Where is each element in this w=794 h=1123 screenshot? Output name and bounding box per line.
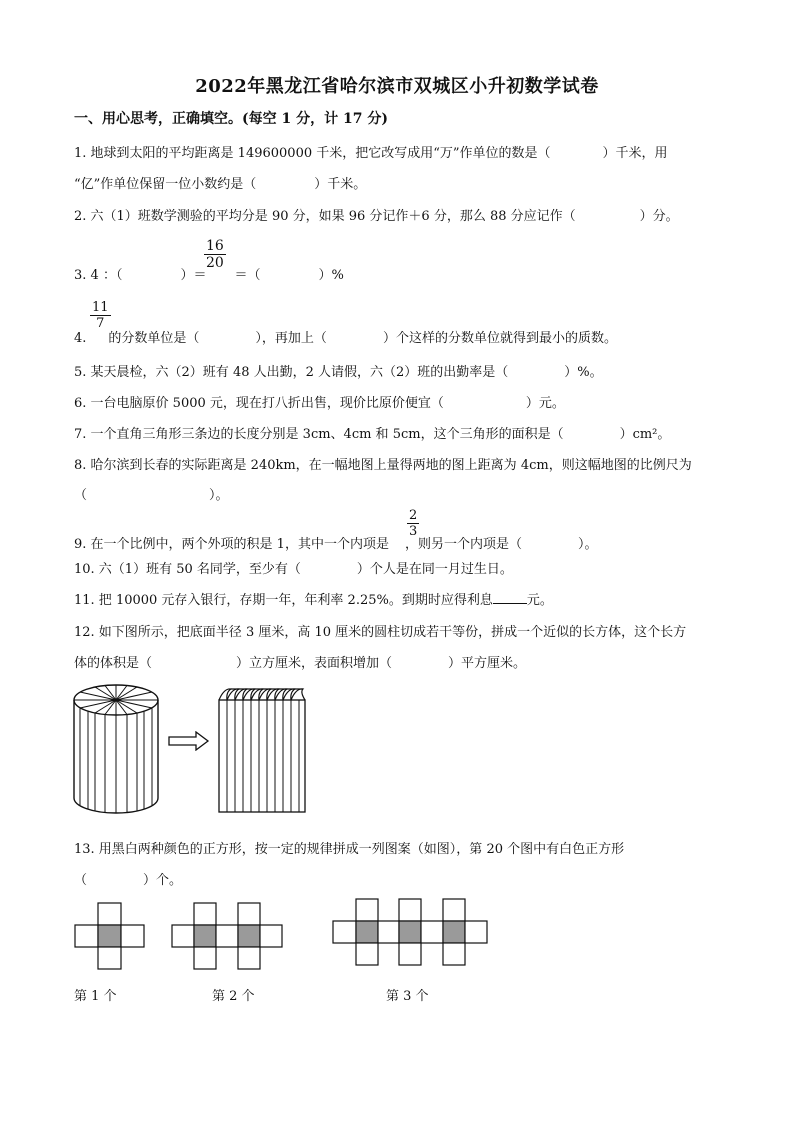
q3-text-d: ）% bbox=[318, 268, 344, 283]
question-8-line-1: 8. 哈尔滨到长春的实际距离是 240km，在一幅地图上量得两地的图上距离为 4cm，则这幅地图的比例尺为 bbox=[74, 458, 692, 473]
q4-text-a: 4. bbox=[74, 331, 87, 346]
q13-text-b: （ bbox=[74, 873, 88, 888]
q12-text-b: 体的体积是（ bbox=[74, 656, 153, 671]
question-13-line-1: 13. 用黑白两种颜色的正方形，按一定的规律拼成一列图案（如图），第 20 个图中有白色正方形 bbox=[74, 842, 625, 857]
fraction-denominator: 7 bbox=[96, 316, 105, 331]
question-8-line-2 bbox=[74, 484, 229, 503]
q1-text-a: 1. 地球到太阳的平均距离是 149600000 千米，把它改写成用“万”作单位的数是（ bbox=[74, 146, 551, 161]
question-7 bbox=[74, 423, 670, 442]
pattern-label-1: 第 1 个 bbox=[74, 989, 117, 1004]
fraction-16-20 bbox=[204, 238, 226, 271]
pattern-3-figure bbox=[332, 898, 492, 970]
section-heading: 一、用心思考，正确填空。(每空 1 分，计 17 分) bbox=[74, 111, 388, 127]
q9-text-a: 9. 在一个比例中，两个外项的积是 1，其中一个内项是 bbox=[74, 537, 389, 552]
cylinder-figure bbox=[70, 682, 162, 817]
q7-text-b: ）cm²。 bbox=[619, 427, 671, 442]
q1-text-c: “亿”作单位保留一位小数约是（ bbox=[74, 177, 257, 192]
q6-text-a: 6. 一台电脑原价 5000 元，现在打八折出售，现价比原价便宜（ bbox=[74, 396, 444, 411]
q10-text-a: 10. 六（1）班有 50 名同学，至少有（ bbox=[74, 562, 301, 577]
q8-text-c: ）。 bbox=[209, 488, 229, 503]
q9-text-b: ，则另一个内项是（ bbox=[404, 537, 522, 552]
q4-text-d: ）个这样的分数单位就得到最小的质数。 bbox=[382, 331, 617, 346]
question-12-line-2 bbox=[74, 652, 526, 671]
q2-text-b: ）分。 bbox=[639, 209, 679, 224]
pattern-label-2: 第 2 个 bbox=[212, 989, 255, 1004]
fraction-numerator: 16 bbox=[206, 238, 224, 254]
pattern-2-figure bbox=[171, 902, 287, 972]
q11-text-b: 元。 bbox=[526, 593, 553, 608]
fraction-numerator: 11 bbox=[92, 300, 109, 315]
answer-underline[interactable] bbox=[493, 591, 527, 604]
pattern-1-figure bbox=[74, 902, 146, 972]
page-title: 2022年黑龙江省哈尔滨市双城区小升初数学试卷 bbox=[195, 76, 599, 97]
q6-text-b: ）元。 bbox=[525, 396, 565, 411]
question-13-line-2 bbox=[74, 869, 182, 888]
q2-text-a: 2. 六（1）班数学测验的平均分是 90 分，如果 96 分记作＋6 分，那么 88 分应记作（ bbox=[74, 209, 576, 224]
question-10 bbox=[74, 558, 513, 577]
q9-text-c: ）。 bbox=[577, 537, 598, 552]
q8-text-b: （ bbox=[74, 488, 88, 503]
q5-text-b: ）%。 bbox=[564, 365, 603, 380]
right-arrow-icon bbox=[168, 731, 210, 751]
q10-text-b: ）个人是在同一月过生日。 bbox=[356, 562, 513, 577]
question-1-line-2 bbox=[74, 173, 366, 192]
question-9 bbox=[74, 533, 597, 552]
q12-text-c: ）立方厘米，表面积增加（ bbox=[236, 656, 393, 671]
question-2 bbox=[74, 205, 679, 224]
fraction-numerator: 2 bbox=[409, 508, 418, 523]
cuboid-figure bbox=[216, 686, 312, 814]
q3-text-c: ＝（ bbox=[234, 268, 261, 283]
q5-text-a: 5. 某天晨检，六（2）班有 48 人出勤，2 人请假，六（2）班的出勤率是（ bbox=[74, 365, 509, 380]
q7-text-a: 7. 一个直角三角形三条边的长度分别是 3cm、4cm 和 5cm，这个三角形的面积是（ bbox=[74, 427, 564, 442]
question-4 bbox=[74, 327, 617, 346]
q13-text-c: ）个。 bbox=[143, 873, 183, 888]
fraction-denominator: 3 bbox=[409, 524, 418, 539]
question-12-line-1: 12. 如下图所示，把底面半径 3 厘米，高 10 厘米的圆柱切成若干等份，拼成一个近似的长方体，这个长方 bbox=[74, 625, 687, 640]
q3-text-b: ）＝ bbox=[180, 268, 207, 283]
q12-text-d: ）平方厘米。 bbox=[448, 656, 527, 671]
question-5 bbox=[74, 361, 603, 380]
q4-text-c: ），再加上（ bbox=[255, 331, 327, 346]
q1-text-d: ）千米。 bbox=[314, 177, 367, 192]
q3-text-a: 3. 4 ：（ bbox=[74, 268, 123, 283]
pattern-label-3: 第 3 个 bbox=[386, 989, 429, 1004]
q4-text-b: 的分数单位是（ bbox=[108, 331, 200, 346]
q11-text-a: 11. 把 10000 元存入银行，存期一年，年利率 2.25%。到期时应得利息 bbox=[74, 593, 493, 608]
question-11 bbox=[74, 589, 553, 608]
q1-text-b: ）千米，用 bbox=[602, 146, 668, 161]
question-1-line-1 bbox=[74, 142, 668, 161]
fraction-denominator: 20 bbox=[206, 255, 224, 271]
question-6 bbox=[74, 392, 565, 411]
